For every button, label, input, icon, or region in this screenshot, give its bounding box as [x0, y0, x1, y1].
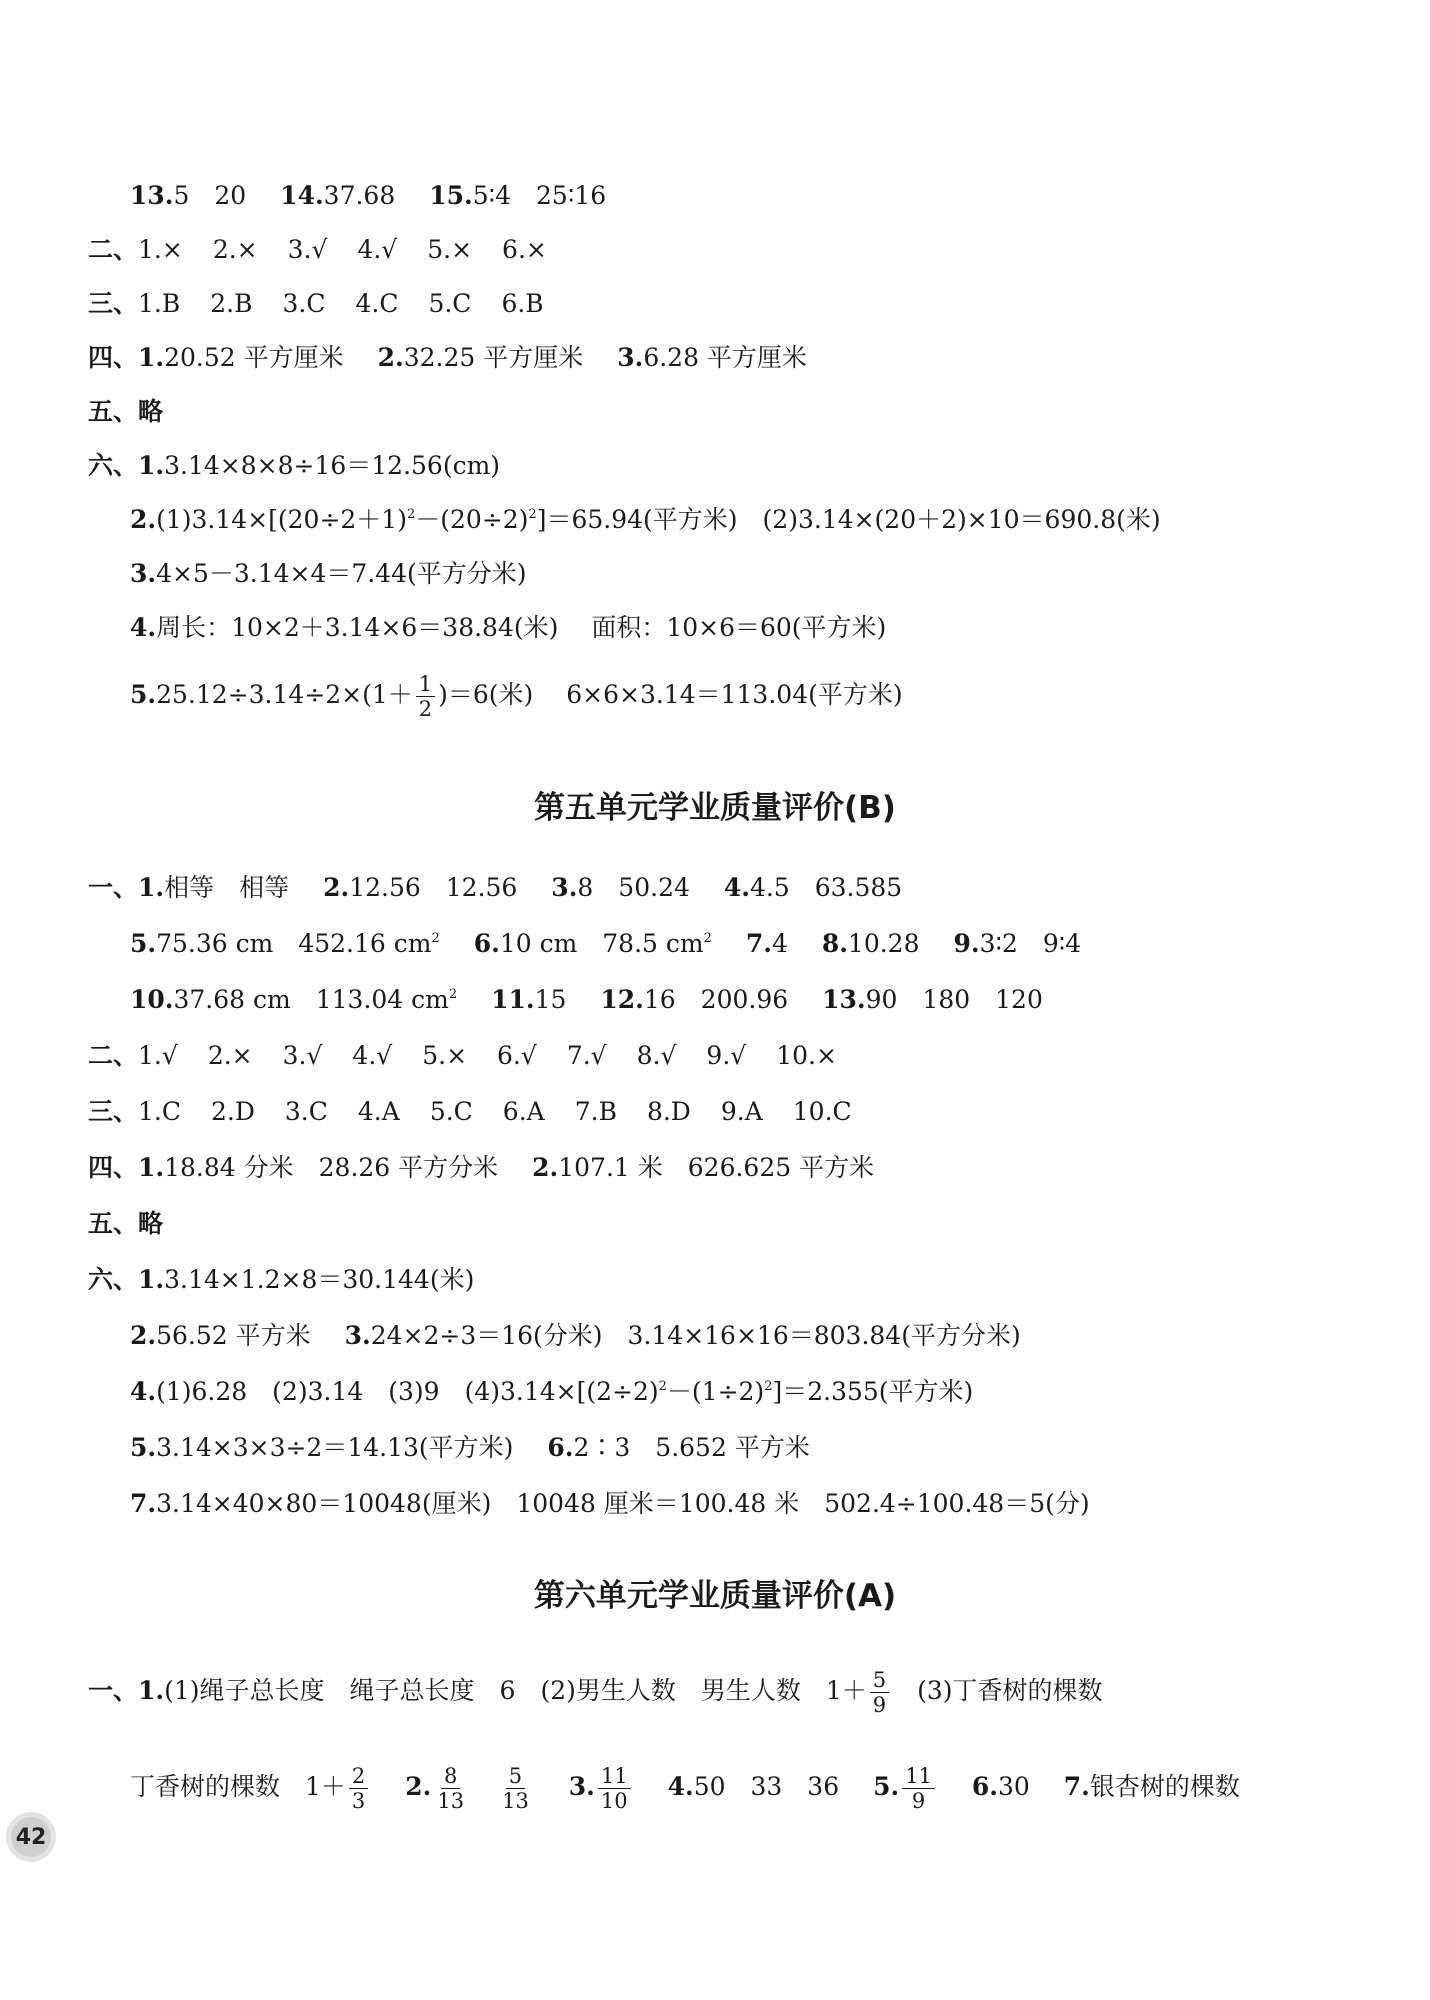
- fill-answers-b-1: 一、1.相等 相等 2.12.56 12.56 3.8 50.24 4.4.5 63.585: [88, 873, 903, 902]
- fraction: $\frac{5}{13}$: [502, 1764, 529, 1813]
- answer-line-13-15: 13.5 20 14.37.68 15.5∶4 25∶16: [130, 181, 607, 210]
- answer-item: 4.A: [357, 1097, 400, 1126]
- answer-item: 2.B: [210, 289, 253, 318]
- calc-answers-a: 四、1.20.52 平方厘米 2.32.25 平方厘米 3.6.28 平方厘米: [88, 343, 807, 372]
- fill-answers-b-2: 5.75.36 cm 452.16 $cm^2$ 6.10 cm 78.5 $cm^2$ 7.4 8.10.28 9.3∶2 9∶4: [130, 929, 1082, 958]
- tf-answers-b: 二、1.√ 2.× 3.√ 4.√ 5.× 6.√ 7.√ 8.√ 9.√ 10.×: [88, 1041, 837, 1070]
- answer-item: 7.√: [566, 1041, 607, 1070]
- answer-item: 5.×: [422, 1041, 468, 1070]
- answer-item: 6.×: [502, 235, 547, 264]
- tf-answers-a: 二、1.× 2.× 3.√ 4.√ 5.× 6.×: [88, 235, 547, 264]
- fraction: $\frac{11}{9}$: [902, 1764, 935, 1813]
- answer-item: 4.√: [357, 235, 398, 264]
- answer-item: 2.×: [212, 235, 258, 264]
- app-answer-b-5: 5.3.14×3×3÷2＝14.13(平方米) 6.2∶3 5.652 平方米: [130, 1433, 810, 1462]
- fraction: $\frac{8}{13}$: [437, 1764, 465, 1813]
- app-answer-b-7: 7.3.14×40×80＝10048(厘米) 10048 厘米＝100.48 米 502.4÷100.48＝5(分): [130, 1489, 1090, 1518]
- section-title-unit5-b: 第五单元学业质量评价(B): [534, 790, 896, 826]
- answer-item: 3.√: [287, 235, 328, 264]
- app-answer-a-1: 六、1.3.14×8×8÷16＝12.56(cm): [88, 451, 501, 480]
- answer-item: 9.A: [720, 1097, 763, 1126]
- answer-item: 3.√: [282, 1041, 323, 1070]
- answer-item: 1.B: [138, 289, 181, 318]
- answer-item: 6.√: [497, 1041, 537, 1070]
- answer-item: 2.D: [211, 1097, 255, 1126]
- app-answer-a-3: 3.4×5－3.14×4＝7.44(平方分米): [130, 559, 527, 588]
- answer-item: 8.√: [636, 1041, 677, 1070]
- draw-answer-a: 五、略: [88, 397, 164, 426]
- section-title-unit6-a: 第六单元学业质量评价(A): [533, 1578, 897, 1614]
- answer-item: 7.B: [574, 1097, 617, 1126]
- fill-answers-c-2: 丁香树的棵数 1＋ $\frac{2}{3}$ 2. $\frac{8}{13}$ $\frac{5}{13}$ 3. $\frac{11}{10}$ 4.50 33 36 5. $\frac{11}{9}$ 6.30 7.银杏树的棵数: [130, 1764, 1240, 1813]
- fill-answers-c-1: 一、1.(1)绳子总长度 绳子总长度 6 (2)男生人数 男生人数 1＋ $\frac{5}{9}$ (3)丁香树的棵数: [88, 1668, 1103, 1717]
- fill-answers-b-3: 10.37.68 cm 113.04 $cm^2$ 11.15 12.16 200.96 13.90 180 120: [130, 985, 1043, 1014]
- answer-item: 9.√: [706, 1041, 747, 1070]
- page-number-badge: [6, 1812, 56, 1862]
- app-answer-a-4: 4.周长：10×2＋3.14×6＝38.84(米) 面积：10×6＝60(平方米): [130, 613, 887, 642]
- answer-item: 5.C: [429, 1097, 473, 1126]
- draw-answer-b: 五、略: [88, 1209, 164, 1238]
- answer-item: 8.D: [646, 1097, 691, 1126]
- answer-item: 5.C: [428, 289, 472, 318]
- answer-item: 4.C: [355, 289, 399, 318]
- answer-item: 2.×: [207, 1041, 253, 1070]
- mc-answers-a: 三、1.B 2.B 3.C 4.C 5.C 6.B: [88, 289, 544, 318]
- mc-answers-b: 三、1.C 2.D 3.C 4.A 5.C 6.A 7.B 8.D 9.A 10.C: [88, 1097, 852, 1126]
- answer-item: 3.C: [284, 1097, 328, 1126]
- answer-item: 10.C: [792, 1097, 852, 1126]
- calc-answers-b: 四、1.18.84 分米 28.26 平方分米 2.107.1 米 626.625 平方米: [88, 1153, 875, 1182]
- answer-item: 4.√: [352, 1041, 393, 1070]
- fraction: $\frac{5}{9}$: [870, 1668, 889, 1717]
- fraction: $\frac{11}{10}$: [598, 1764, 631, 1813]
- answer-item: 1.√: [138, 1041, 178, 1070]
- fraction: $\frac{2}{3}$: [349, 1764, 368, 1813]
- answer-item: 6.A: [502, 1097, 545, 1126]
- page-number: 42: [11, 1817, 51, 1857]
- app-answer-a-2: $2.(1)3.14\times[(20\div 2+1)^2-(20\div 2)^2]=65.94$(平方米) (2)3.14×(20＋2)×10＝690.8(米): [130, 505, 1161, 534]
- app-answer-b-4: 4.(1)6.28 (2)3.14 (3)9 $(4)3.14\times[(2\div 2)^2-(1\div 2)^2]=2.355$(平方米): [130, 1377, 974, 1406]
- answer-item: 10.×: [776, 1041, 837, 1070]
- answer-item: 3.C: [282, 289, 326, 318]
- answer-item: 6.B: [501, 289, 544, 318]
- app-answer-b-1: 六、1.3.14×1.2×8＝30.144(米): [88, 1265, 475, 1294]
- answer-item: 5.×: [427, 235, 473, 264]
- app-answer-a-5: 5.25.12÷3.14÷2×(1＋ $\frac{1}{2}$ )＝6(米) 6×6×3.14＝113.04(平方米): [130, 672, 903, 721]
- answer-item: 1.×: [138, 235, 183, 264]
- fraction: $\frac{1}{2}$: [416, 672, 435, 721]
- answer-item: 1.C: [138, 1097, 181, 1126]
- app-answer-b-2: 2.56.52 平方米 3.24×2÷3＝16(分米) 3.14×16×16＝803.84(平方分米): [130, 1321, 1021, 1350]
